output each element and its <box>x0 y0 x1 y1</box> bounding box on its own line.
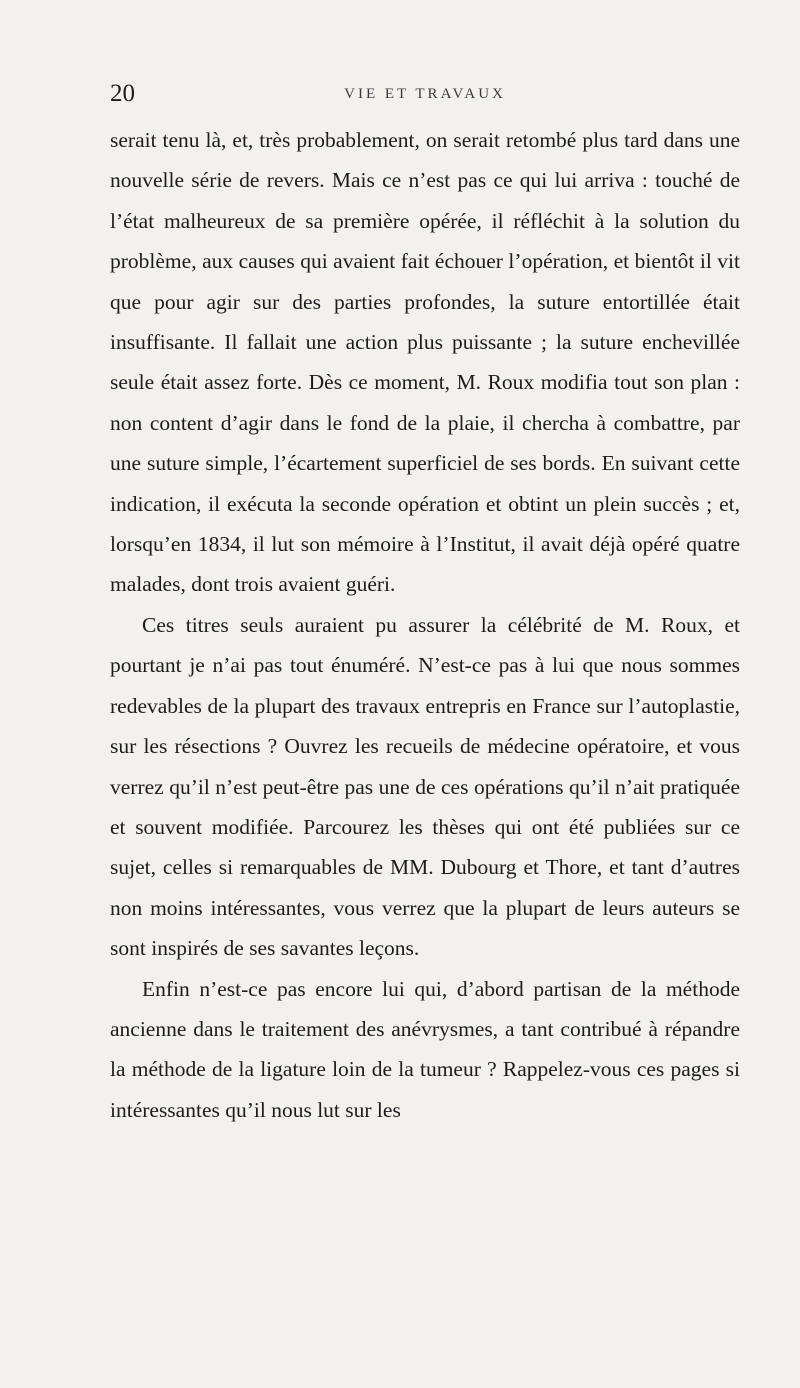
paragraph: Ces titres seuls auraient pu assurer la célébrité de M. Roux, et pourtant je n’ai pas tout énuméré. N’est-ce pas à lui que nous sommes redevables de la plupart des travaux entrepris en France sur l’autoplastie, sur les résections ? Ouvrez les recueils de médecine opératoire, et vous verrez qu’il n’est peut-être pas une de ces opérations qu’il n’ait pratiquée et souvent modifiée. Parcourez les thèses qui ont été publiées sur ce sujet, celles si remarquables de MM. Dubourg et Thore, et tant d’autres non moins intéressantes, vous verrez que la plupart de leurs auteurs se sont inspirés de ses savantes leçons. <box>110 612 740 961</box>
body-text <box>110 120 740 1130</box>
page-number: 20 <box>110 80 135 107</box>
paragraph: Enfin n’est-ce pas encore lui qui, d’abord partisan de la méthode ancienne dans le traitement des anévrysmes, a tant contribué à répandre la méthode de la ligature loin de la tumeur ? Rappelez-vous ces pages si intéressantes qu’il nous lut sur les <box>110 976 740 1122</box>
page-header <box>110 74 740 114</box>
paragraph-continued: serait tenu là, et, très probablement, on serait retombé plus tard dans une nouvelle série de revers. Mais ce n’est pas ce qui lui arriva : touché de l’état malheureux de sa première opérée, il réfléchit à la solution du problème, aux causes qui avaient fait échouer l’opération, et bientôt il vit que pour agir sur des parties profondes, la suture entortillée était insuffisante. Il fallait une action plus puissante ; la suture enchevillée seule était assez forte. Dès ce moment, M. Roux modifia tout son plan : non content d’agir dans le fond de la plaie, il chercha à combattre, par une suture simple, l’écartement superficiel de ses bords. En suivant cette indication, il exécuta la seconde opération et obtint un plein succès ; et, lorsqu’en 1834, il lut son mémoire à l’Institut, il avait déjà opéré quatre malades, dont trois avaient guéri. <box>110 128 740 597</box>
running-head: VIE ET TRAVAUX <box>344 86 506 102</box>
